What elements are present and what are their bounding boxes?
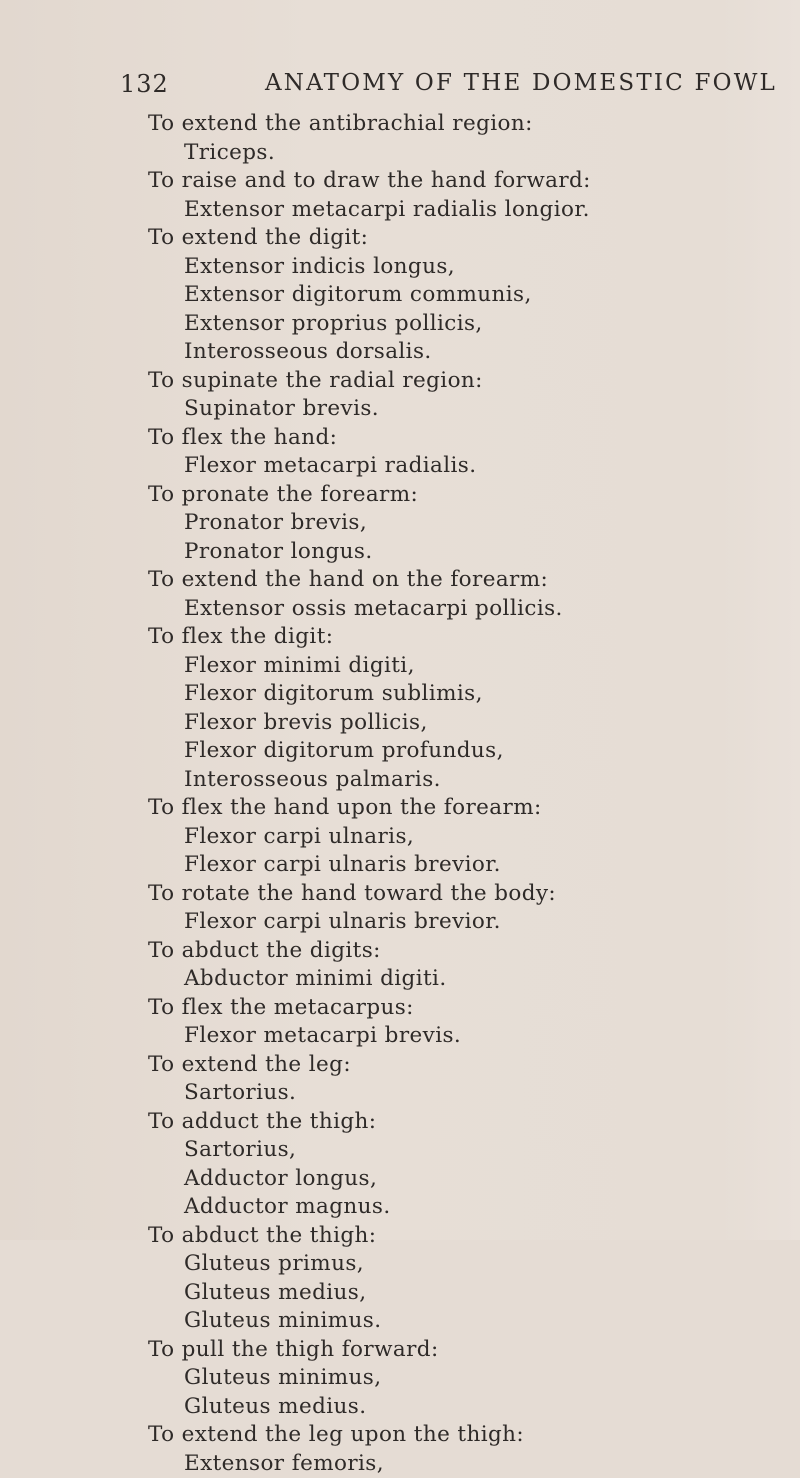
muscle-name: Gluteus minimus. xyxy=(148,1307,748,1336)
muscle-name: Flexor carpi ulnaris brevior. xyxy=(148,908,748,937)
muscle-action-list xyxy=(148,110,748,1478)
action-heading: To flex the metacarpus: xyxy=(148,994,748,1023)
action-heading: To extend the digit: xyxy=(148,224,748,253)
muscle-name: Gluteus primus, xyxy=(148,1250,748,1279)
muscle-name: Flexor carpi ulnaris brevior. xyxy=(148,851,748,880)
action-heading: To abduct the thigh: xyxy=(148,1222,748,1251)
action-heading: To adduct the thigh: xyxy=(148,1108,748,1137)
muscle-name: Triceps. xyxy=(148,139,748,168)
muscle-name: Extensor metacarpi radialis longior. xyxy=(148,196,748,225)
muscle-name: Sartorius, xyxy=(148,1136,748,1165)
action-heading: To pronate the forearm: xyxy=(148,481,748,510)
muscle-name: Flexor minimi digiti, xyxy=(148,652,748,681)
muscle-name: Pronator longus. xyxy=(148,538,748,567)
action-heading: To extend the antibrachial region: xyxy=(148,110,748,139)
action-heading: To flex the hand: xyxy=(148,424,748,453)
muscle-name: Extensor femoris, xyxy=(148,1450,748,1478)
muscle-name: Adductor magnus. xyxy=(148,1193,748,1222)
muscle-name: Flexor metacarpi radialis. xyxy=(148,452,748,481)
muscle-name: Extensor ossis metacarpi pollicis. xyxy=(148,595,748,624)
muscle-name: Flexor digitorum profundus, xyxy=(148,737,748,766)
muscle-name: Gluteus minimus, xyxy=(148,1364,748,1393)
muscle-name: Flexor metacarpi brevis. xyxy=(148,1022,748,1051)
muscle-name: Extensor indicis longus, xyxy=(148,253,748,282)
muscle-name: Gluteus medius, xyxy=(148,1279,748,1308)
muscle-name: Abductor minimi digiti. xyxy=(148,965,748,994)
muscle-name: Gluteus medius. xyxy=(148,1393,748,1422)
action-heading: To supinate the radial region: xyxy=(148,367,748,396)
muscle-name: Extensor digitorum communis, xyxy=(148,281,748,310)
action-heading: To flex the hand upon the forearm: xyxy=(148,794,748,823)
muscle-name: Interosseous dorsalis. xyxy=(148,338,748,367)
muscle-name: Sartorius. xyxy=(148,1079,748,1108)
action-heading: To rotate the hand toward the body: xyxy=(148,880,748,909)
action-heading: To extend the hand on the forearm: xyxy=(148,566,748,595)
muscle-name: Pronator brevis, xyxy=(148,509,748,538)
action-heading: To abduct the digits: xyxy=(148,937,748,966)
action-heading: To extend the leg upon the thigh: xyxy=(148,1421,748,1450)
action-heading: To raise and to draw the hand forward: xyxy=(148,167,748,196)
page-header xyxy=(120,70,760,102)
page-number: 132 xyxy=(120,70,169,98)
action-heading: To extend the leg: xyxy=(148,1051,748,1080)
muscle-name: Flexor brevis pollicis, xyxy=(148,709,748,738)
action-heading: To flex the digit: xyxy=(148,623,748,652)
muscle-name: Flexor carpi ulnaris, xyxy=(148,823,748,852)
muscle-name: Adductor longus, xyxy=(148,1165,748,1194)
muscle-name: Flexor digitorum sublimis, xyxy=(148,680,748,709)
muscle-name: Interosseous palmaris. xyxy=(148,766,748,795)
action-heading: To pull the thigh forward: xyxy=(148,1336,748,1365)
muscle-name: Supinator brevis. xyxy=(148,395,748,424)
muscle-name: Extensor proprius pollicis, xyxy=(148,310,748,339)
running-title: ANATOMY OF THE DOMESTIC FOWL xyxy=(265,70,777,96)
